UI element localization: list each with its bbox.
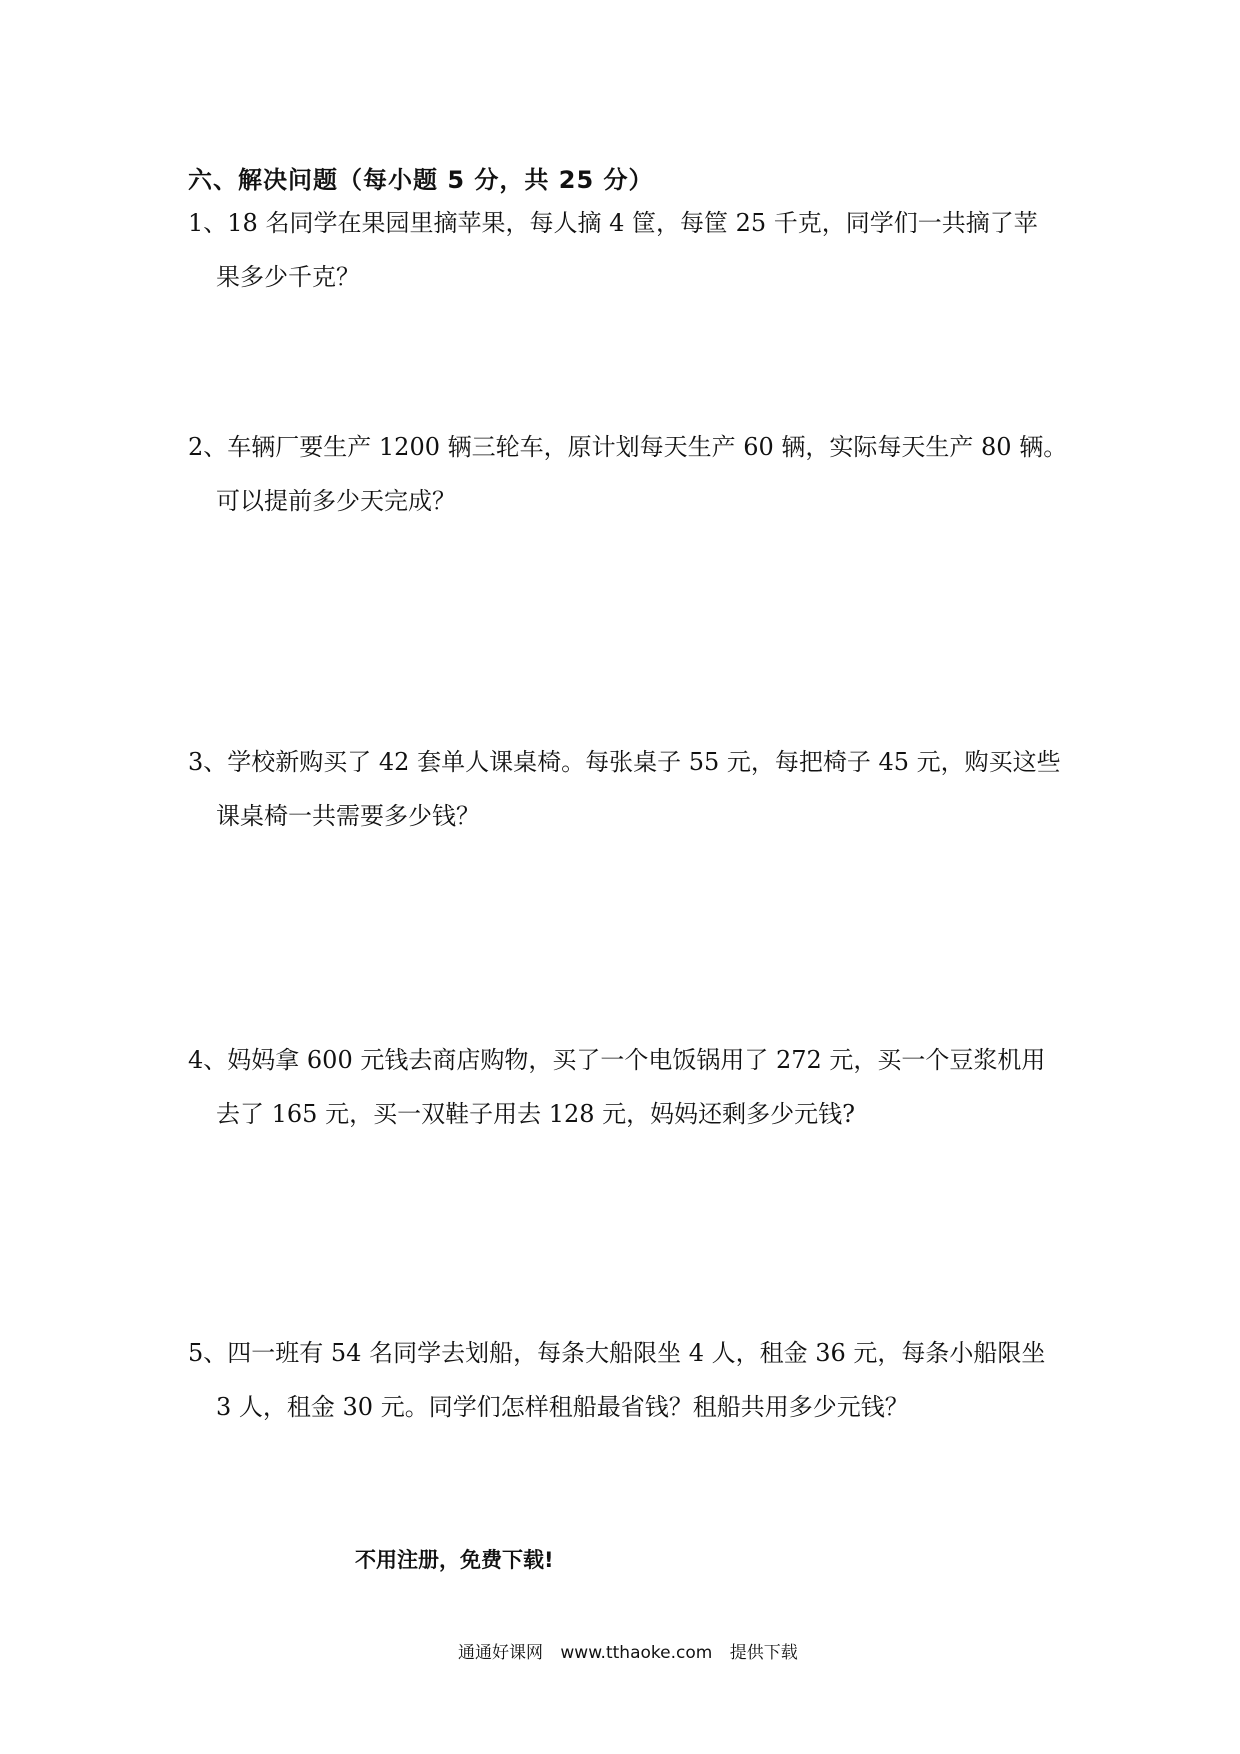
question-number: 4、 <box>188 1046 228 1074</box>
promo-text: 不用注册，免费下载! <box>355 1548 554 1572</box>
question-text: 18 名同学在果园里摘苹果，每人摘 4 筐，每筐 25 千克，同学们一共摘了苹 <box>227 209 1038 237</box>
question-4-line-1 <box>188 1033 1068 1087</box>
question-text: 妈妈拿 600 元钱去商店购物，买了一个电饭锅用了 272 元，买一个豆浆机用 <box>227 1046 1046 1074</box>
question-2-line-1 <box>188 420 1068 474</box>
section-title: 六、解决问题（每小题 5 分，共 25 分） <box>188 166 654 194</box>
question-3-line-2: 课桌椅一共需要多少钱？ <box>216 802 480 830</box>
question-4-line-2: 去了 165 元，买一双鞋子用去 128 元，妈妈还剩多少元钱? <box>216 1100 855 1128</box>
footer-url[interactable]: www.tthaoke.com <box>560 1643 713 1663</box>
footer-site-name: 通通好课网 <box>458 1643 543 1663</box>
footer <box>458 1638 798 1663</box>
question-4 <box>188 1033 1068 1141</box>
footer-suffix: 提供下载 <box>729 1643 798 1663</box>
question-number: 5、 <box>188 1339 228 1367</box>
question-text: 车辆厂要生产 1200 辆三轮车，原计划每天生产 60 辆，实际每天生产 80 辆。 <box>227 433 1068 461</box>
question-text: 学校新购买了 42 套单人课桌椅。每张桌子 55 元，每把椅子 45 元，购买这些 <box>227 748 1061 776</box>
question-number: 2、 <box>188 433 228 461</box>
question-number: 3、 <box>188 748 228 776</box>
question-1-line-1 <box>188 196 1068 250</box>
question-2 <box>188 420 1068 528</box>
question-3-line-1 <box>188 735 1068 789</box>
question-1 <box>188 196 1068 304</box>
question-3 <box>188 735 1068 843</box>
question-1-line-2: 果多少千克？ <box>216 263 360 291</box>
question-5-line-2: 3 人，租金 30 元。同学们怎样租船最省钱？租船共用多少元钱？ <box>216 1393 909 1421</box>
question-number: 1、 <box>188 209 228 237</box>
question-text: 四一班有 54 名同学去划船，每条大船限坐 4 人，租金 36 元，每条小船限坐 <box>227 1339 1046 1367</box>
question-5-line-1 <box>188 1326 1068 1380</box>
question-5 <box>188 1326 1068 1434</box>
question-2-line-2: 可以提前多少天完成？ <box>216 487 456 515</box>
